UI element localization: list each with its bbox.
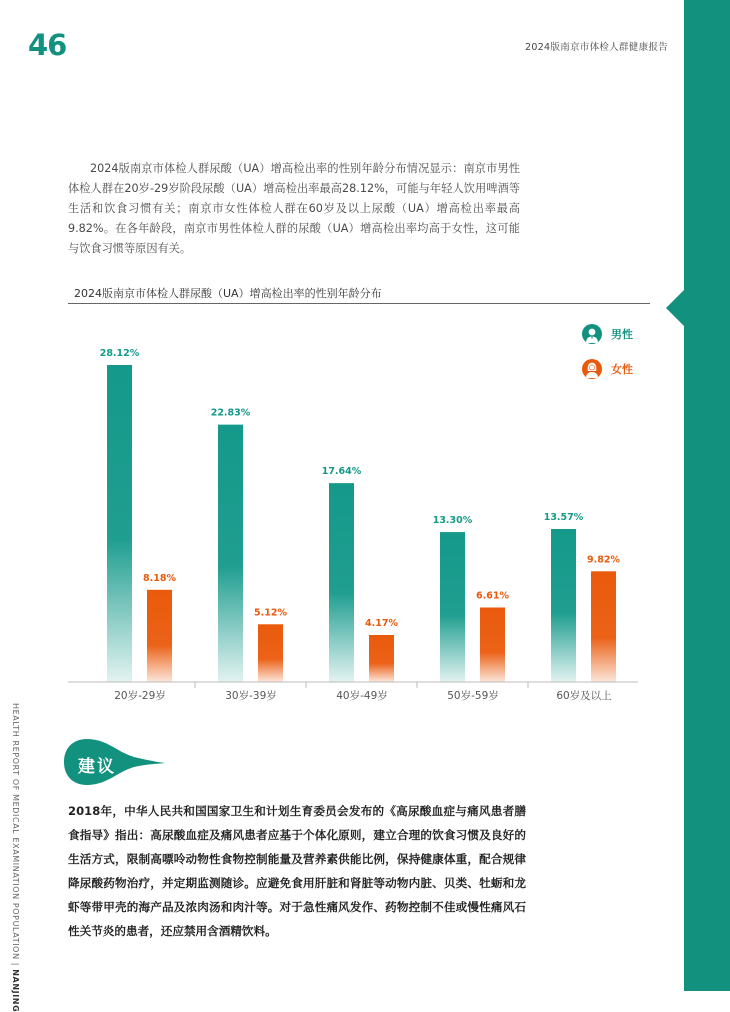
bar-male-5: [551, 529, 576, 682]
legend-female-label: 女性: [611, 363, 633, 376]
data-label-female-1: 8.18%: [143, 572, 176, 584]
legend-male-label: 男性: [611, 328, 633, 341]
x-tick-label-2: 30岁-39岁: [225, 690, 277, 702]
x-tick-label-1: 20岁-29岁: [114, 690, 166, 702]
bar-male-4: [440, 532, 465, 682]
data-label-male-2: 22.83%: [210, 407, 251, 419]
bar-female-2: [258, 624, 283, 682]
bar-male-3: [329, 483, 354, 682]
page-number: 46: [28, 28, 67, 62]
x-tick-label-3: 40岁-49岁: [336, 690, 388, 702]
data-label-female-2: 5.12%: [254, 607, 287, 619]
x-tick-label-4: 50岁-59岁: [447, 690, 499, 702]
bar-female-5: [591, 571, 616, 682]
data-label-female-4: 6.61%: [476, 590, 509, 602]
legend-female: [582, 358, 633, 380]
legend-male: [582, 323, 633, 345]
intro-paragraph: 2024版南京市体检人群尿酸（UA）增高检出率的性别年龄分布情况显示：南京市男性体检人群在20岁-29岁阶段尿酸（UA）增高检出率最高28.12%，可能与年轻人饮用啤酒等生活和饮食习惯有关；南京市女性体检人群在60岁及以上尿酸（UA）增高检出率最高9.82%。在各年龄段，南京市男性体检人群的尿酸（UA）增高检出率均高于女性，这可能与饮食习惯等原因有关。: [68, 162, 520, 255]
data-label-male-5: 13.57%: [543, 512, 584, 524]
side-label-city: NANJING: [11, 969, 20, 1012]
data-label-male-4: 13.30%: [432, 515, 473, 527]
male-person-icon: [582, 324, 602, 344]
report-title: 2024版南京市体检人群健康报告: [525, 42, 668, 53]
bar-female-1: [147, 590, 172, 682]
data-label-male-3: 17.64%: [321, 466, 362, 478]
advice-body: 2018年，中华人民共和国国家卫生和计划生育委员会发布的《高尿酸血症与痛风患者膳食指导》指出：高尿酸血症及痛风患者应基于个体化原则，建立合理的饮食习惯及良好的生活方式，限制高嘌呤动物性食物控制能量及营养素供能比例，保持健康体重，配合规律降尿酸药物治疗，并定期监测随诊。应避免食用肝脏和肾脏等动物内脏、贝类、牡蛎和龙虾等带甲壳的海产品及浓肉汤和肉汁等。对于急性痛风发作、药物控制不佳或慢性痛风石性关节炎的患者，还应禁用含酒精饮料。: [68, 804, 526, 938]
bar-male-1: [107, 365, 132, 682]
bar-male-2: [218, 425, 243, 682]
data-label-male-1: 28.12%: [99, 348, 140, 359]
bar-female-4: [480, 607, 505, 682]
side-label-text: HEALTH REPORT OF MEDICAL EXAMINATION POPULATION |: [11, 703, 20, 970]
x-tick-label-5: 60岁及以上: [556, 690, 612, 702]
female-person-icon: [582, 359, 602, 379]
chart-title: 2024版南京市体检人群尿酸（UA）增高检出率的性别年龄分布: [74, 287, 382, 300]
advice-title: 建议: [78, 757, 116, 777]
data-label-female-5: 9.82%: [587, 554, 620, 566]
data-label-female-3: 4.17%: [365, 617, 398, 629]
bar-female-3: [369, 635, 394, 682]
